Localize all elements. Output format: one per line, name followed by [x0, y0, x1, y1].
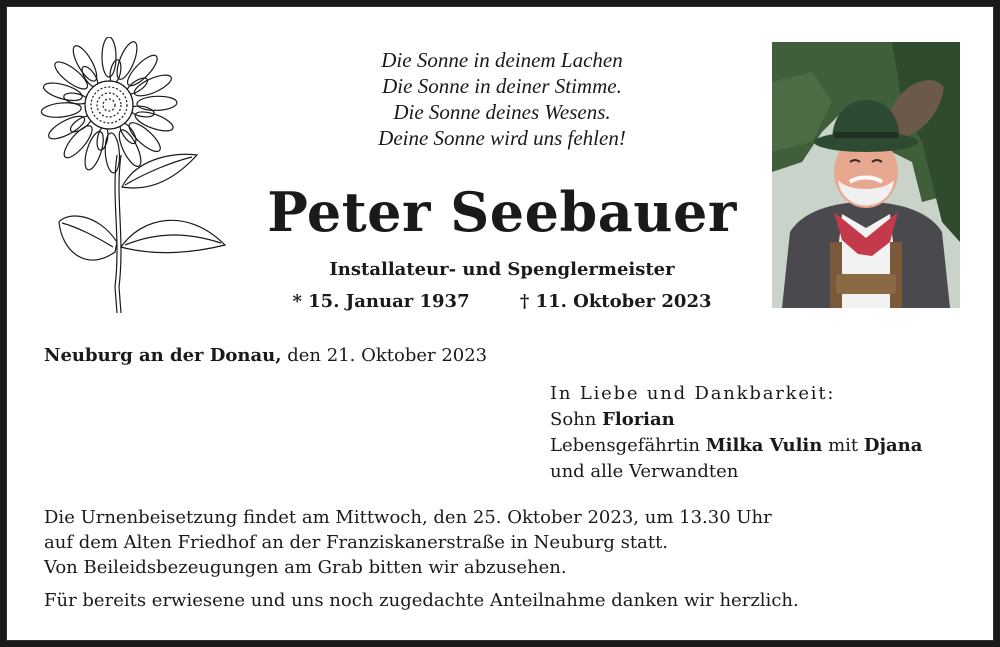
- son-prefix: Sohn: [550, 409, 603, 430]
- poem-line: Die Sonne in deinem Lachen: [381, 48, 623, 72]
- relatives-line: und alle Verwandten: [550, 461, 739, 482]
- son-line: [550, 407, 922, 433]
- place: Neuburg an der Donau,: [44, 345, 282, 366]
- obituary-card: [6, 6, 994, 641]
- portrait-photo: [772, 42, 960, 308]
- poem-line: Die Sonne in deiner Stimme.: [382, 74, 622, 98]
- funeral-details: [44, 505, 772, 580]
- life-dates: [237, 291, 767, 312]
- notice-date: den 21. Oktober 2023: [281, 345, 488, 366]
- place-date-line: [44, 345, 487, 366]
- thanks-line: Für bereits erwiesene und uns noch zugedachte Anteilnahme danken wir herzlich.: [44, 590, 799, 611]
- poem-line: Die Sonne deines Wesens.: [393, 100, 611, 124]
- profession: Installateur- und Spenglermeister: [329, 259, 675, 280]
- partner-child: Djana: [863, 435, 923, 456]
- partner-name: Milka Vulin: [705, 435, 823, 456]
- partner-mid: mit: [822, 435, 864, 456]
- details-line: auf dem Alten Friedhof an der Franziskanerstraße in Neuburg statt.: [44, 532, 669, 553]
- death-date: † 11. Oktober 2023: [519, 291, 712, 312]
- poem-line: Deine Sonne wird uns fehlen!: [378, 126, 626, 150]
- birth-date: * 15. Januar 1937: [292, 291, 470, 312]
- son-name: Florian: [602, 409, 675, 430]
- details-line: Die Urnenbeisetzung findet am Mittwoch, den 25. Oktober 2023, um 13.30 Uhr: [44, 507, 772, 528]
- sunflower-illustration: [37, 37, 237, 317]
- deceased-name: Peter Seebauer: [267, 180, 737, 244]
- poem: [307, 47, 697, 151]
- details-line: Von Beileidsbezeugungen am Grab bitten wir abzusehen.: [44, 557, 567, 578]
- partner-line: [550, 433, 922, 459]
- family-block: [550, 381, 922, 485]
- partner-prefix: Lebensgefährtin: [550, 435, 706, 456]
- family-intro: In Liebe und Dankbarkeit:: [550, 383, 836, 404]
